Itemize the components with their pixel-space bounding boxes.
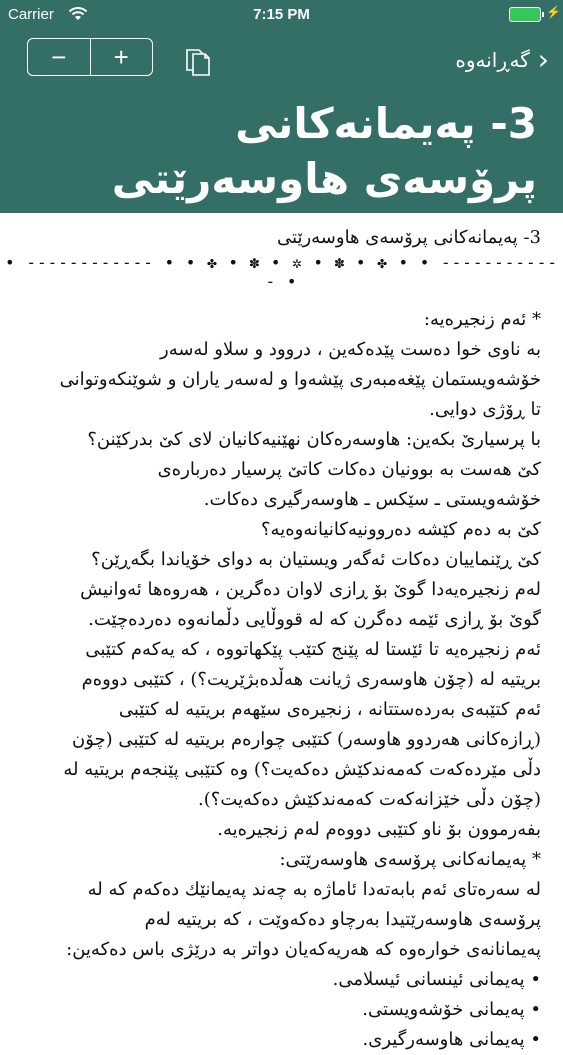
article-line: کێ بە دەم کێشە دەروونیەکانیانەوەیە؟ bbox=[260, 519, 541, 540]
ornament-divider: • ------------ • • ✤ • ✽ • ✲ • ✽ • ✤ • • ------------ • bbox=[5, 253, 558, 291]
zoom-control bbox=[27, 38, 153, 76]
back-button[interactable] bbox=[455, 43, 549, 76]
article-line: * پەیمانەکانی پرۆسەی هاوسەرێتی: bbox=[279, 849, 541, 870]
article-line: خۆشەویستمان پێغەمبەری پێشەوا و لەسەر یاران و شوێنکەوتوانی bbox=[59, 369, 541, 390]
article-line: پرۆسەی هاوسەرێتیدا بەرچاو دەکەوێت ، کە بریتیە لەم bbox=[144, 909, 541, 930]
article-line: لە سەرەتای ئەم بابەتەدا ئاماژە بە چەند پەیمانێك دەکەم کە لە bbox=[87, 879, 541, 900]
article-subtitle: 3- پەیمانەکانی پرۆسەی هاوسەرێتی bbox=[277, 227, 541, 248]
article-line: • پەیمانی هاوسەرگیری. bbox=[362, 1029, 541, 1050]
article-line: * ئەم زنجیرەیە: bbox=[423, 309, 541, 330]
status-bar bbox=[0, 0, 563, 30]
page-title-line1: 3- پەیمانەکانی bbox=[235, 99, 537, 148]
article-line: • پەیمانی ئینسانی ئیسلامی. bbox=[332, 969, 541, 990]
copy-icon[interactable] bbox=[181, 44, 215, 78]
status-time: 7:15 PM bbox=[253, 6, 310, 23]
zoom-in-button[interactable]: + bbox=[113, 41, 129, 72]
article-body bbox=[21, 305, 541, 1055]
article-line: بە ناوی خوا دەست پێدەکەین ، دروود و سلاو لەسەر bbox=[160, 339, 541, 360]
page-title-line2: پرۆسەی هاوسەرێتی bbox=[111, 154, 537, 203]
article-line: کێ ڕێنماییان دەکات ئەگەر ویستیان بە دوای خۆیاندا بگەڕێن؟ bbox=[91, 549, 541, 570]
page-title bbox=[17, 96, 537, 206]
article-line: تا ڕۆژی دوایی. bbox=[429, 399, 541, 420]
article-line: (ڕازەکانی هەردوو هاوسەر) کتێبی چوارەم بریتیە لە کتێبی (چۆن bbox=[71, 729, 541, 750]
zoom-out-button[interactable]: − bbox=[28, 39, 91, 75]
article-line: • پەیمانی خۆشەویستی. bbox=[362, 999, 541, 1020]
article-line: کێ هەست بە بوونیان دەکات کاتێ پرسیار دەربارەی bbox=[157, 459, 541, 480]
article-line: با پرسیارێ بکەین: هاوسەرەکان نهێنیەکانیان لای کێ بدرکێنن؟ bbox=[87, 429, 541, 450]
article-line: دڵی مێردەکەت کەمەندکێش دەکەیت؟) وە کتێبی پێنجەم بریتیە لە bbox=[63, 759, 541, 780]
charging-icon: ⚡ bbox=[546, 5, 561, 19]
article-line: خۆشەویستی ـ سێکس ـ هاوسەرگیری دەکات. bbox=[203, 489, 541, 510]
article-line: ئەم کتێبەی بەردەستتانە ، زنجیرەی سێهەم بریتیە لە کتێبی bbox=[118, 699, 541, 720]
back-label: گەڕانەوە bbox=[455, 47, 530, 72]
article-line: لەم زنجیرەیەدا گوێ بۆ ڕازی لاوان دەگرین ، هەروەها ئەوانیش bbox=[80, 579, 541, 600]
article-line: بریتیە لە (چۆن هاوسەری ژیانت هەڵدەبژێریت؟) ، کتێبی دووەم bbox=[81, 669, 541, 690]
article-line: (چۆن دڵی خێزانەکەت کەمەندکێش دەکەیت؟). bbox=[198, 789, 541, 810]
battery-icon bbox=[509, 7, 541, 22]
carrier-label: Carrier bbox=[8, 6, 54, 23]
article-line: ئەم زنجیرەیە تا ئێستا لە پێنج کتێب پێکهاتووە ، کە یەکەم کتێبی bbox=[85, 639, 541, 660]
article-line: بفەرموون بۆ ناو کتێبی دووەم لەم زنجیرەیە. bbox=[217, 819, 541, 840]
header-bar bbox=[0, 0, 563, 213]
article-line: پەیمانانەی خوارەوە کە هەریەکەیان دواتر بە درێژی باس دەکەین: bbox=[66, 939, 541, 960]
article-content[interactable] bbox=[0, 213, 563, 1050]
article-line: گوێ بۆ ڕازی ئێمە دەگرن کە لە قووڵایی دڵمانەوە دەردەچێت. bbox=[88, 609, 541, 630]
chevron-left-icon: ‹ bbox=[537, 43, 549, 76]
